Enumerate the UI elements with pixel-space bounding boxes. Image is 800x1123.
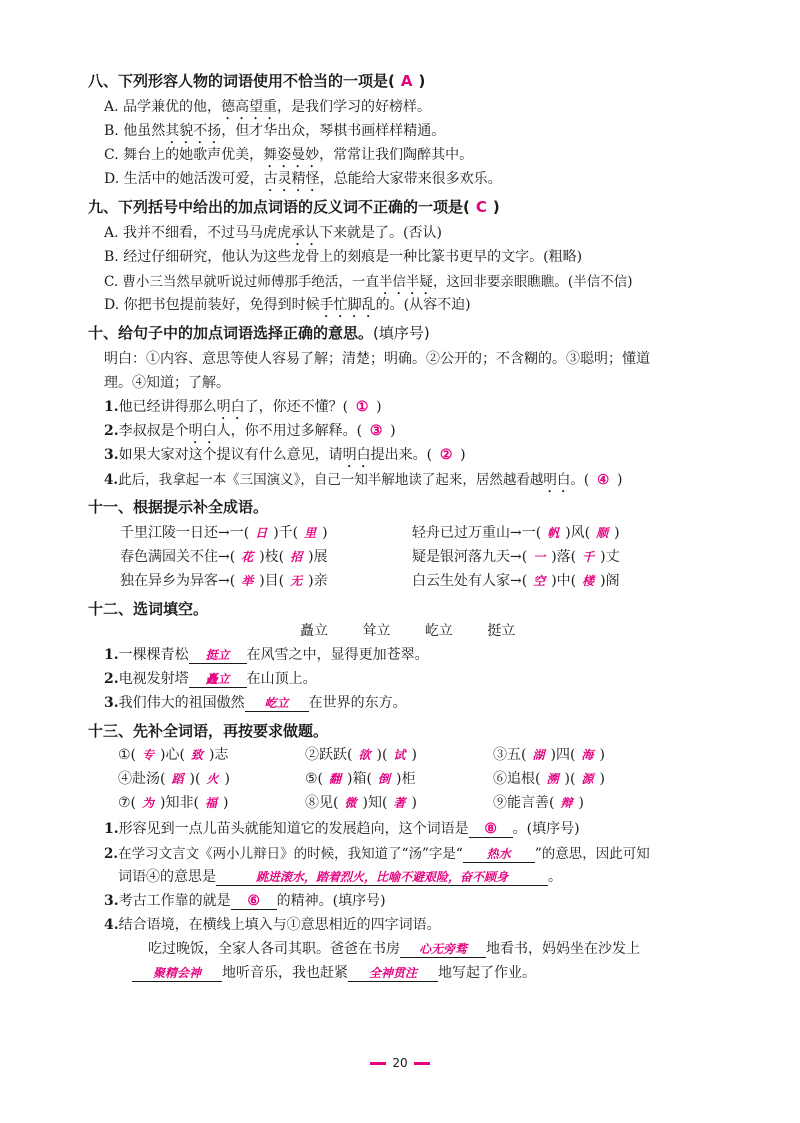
word-option: 屹立 [424, 623, 453, 639]
q13-word-item: ⑧见( 微 )知( 著 ) [305, 795, 417, 811]
question-11-title: 十一、根据提示补全成语。 [88, 498, 269, 516]
q9-option-c: C. 曹小三当然早就听说过师傅那手绝活，一直半信半疑，这回非要亲眼瞧瞧。(半信不信) [104, 274, 633, 290]
q11-idiom-3: 春色满园关不住→( 花 )枝( 招 )展 [120, 549, 328, 565]
q13-word-item: ②跃跃( 欲 )( 试 ) [305, 747, 417, 763]
emphasized-word: 其貌不扬 [165, 123, 222, 139]
q9-option-b: B. 经过仔细研究，他认为这些龙骨上的刻痕是一种比篆书更早的文字。(粗略) [104, 249, 583, 265]
q8-option-d: D. 生活中的她活泼可爱，古灵精怪，总能给大家带来很多欢乐。 [104, 171, 502, 187]
q11-idiom-6: 白云生处有人家→( 空 )中( 楼 )阁 [412, 573, 620, 589]
q13-word-item: ⑥追根( 溯 )( 源 ) [493, 771, 605, 787]
emphasized-word: 明白 [188, 423, 217, 439]
q11-idiom-2: 轻舟已过万重山→一( 帆 )风( 顺 ) [412, 525, 620, 541]
q12-sentence-1: 1.一棵棵青松 挺立 在风雪之中，显得更加苍翠。 [104, 647, 429, 663]
q11-idiom-4: 疑是银河落九天→( 一 )落( 千 )丈 [412, 549, 620, 565]
emphasized-word: 明白 [342, 447, 371, 463]
q12-word-bank [300, 620, 545, 640]
q8-option-a: A. 品学兼优的他，德高望重，是我们学习的好榜样。 [104, 99, 432, 115]
word-option: 挺立 [487, 623, 516, 639]
q10-sentence-2: 2.李叔叔是个明白人，你不用过多解释。( ③ ) [104, 423, 396, 439]
q13-word-item: ⑨能言善( 辩 ) [493, 795, 584, 811]
q8-option-b: B. 他虽然其貌不扬，但才华出众，琴棋书画样样精通。 [104, 123, 446, 139]
q13-word-item: ⑦( 为 )知非( 福 ) [118, 795, 229, 811]
q10-sentence-1: 1.他已经讲得那么明白了，你还不懂？( ① ) [104, 399, 382, 415]
emphasized-word: 德高望重 [221, 99, 278, 115]
q13-task-3: 3.考古工作靠的就是 ⑥ 的精神。(填序号) [104, 893, 386, 909]
q12-sentence-2: 2.电视发射塔 矗立 在山顶上。 [104, 671, 317, 687]
q10-definition-line1: 明白：①内容、意思等使人容易了解；清楚；明确。②公开的；不含糊的。③聪明；懂道 [104, 351, 650, 367]
q13-word-item: ⑤( 翻 )箱( 倒 )柜 [305, 771, 416, 787]
q11-idiom-5: 独在异乡为异客→( 举 )目( 无 )亲 [120, 573, 328, 589]
q9-option-a: A. 我并不细看，不过马马虎虎承认下来就是了。(否认) [104, 225, 442, 241]
emphasized-word: 舞姿曼妙 [263, 147, 320, 163]
q12-sentence-3: 3.我们伟大的祖国傲然 屹立 在世界的东方。 [104, 695, 407, 711]
q13-word-item: ③五( 湖 )四( 海 ) [493, 747, 605, 763]
emphasized-word: 半信半疑 [378, 274, 433, 290]
emphasized-word: 明白 [216, 399, 245, 415]
q13-task-4: 4.结合语境，在横线上填入与①意思相近的四字词语。 [104, 917, 441, 933]
question-13-title: 十三、先补全词语，再按要求做题。 [88, 722, 329, 740]
q13-task-2: 2.在学习文言文《两小儿辩日》的时候，我知道了“汤”字是“ 热水 ”的意思，因此可知 [104, 846, 650, 862]
q13-passage-line1: 吃过晚饭，全家人各司其职。爸爸在书房 心无旁骛 地看书，妈妈坐在沙发上 [148, 941, 640, 957]
q13-task-2-cont: 词语④的意思是 跳进滚水，踏着烈火，比喻不避艰险，奋不顾身 。 [118, 869, 562, 885]
page-number: 20 [0, 1056, 800, 1070]
word-option: 矗立 [300, 623, 328, 639]
question-10-title: 十、给句子中的加点词语选择正确的意思。(填序号) [88, 324, 430, 342]
q10-definition-line2: 理。④知道；了解。 [104, 375, 230, 391]
word-option: 耸立 [362, 623, 391, 639]
q13-passage-line2: 聚精会神 地听音乐，我也赶紧 全神贯注 地写起了作业。 [132, 962, 536, 982]
q10-sentence-4: 4.此后，我拿起一本《三国演义》，自己一知半解地读了起来，居然越看越明白。( ④ ) [104, 472, 623, 488]
emphasized-word: 明白 [543, 472, 571, 488]
q9-option-d: D. 你把书包提前装好，免得到时候手忙脚乱的。(从容不迫) [104, 297, 471, 313]
question-12-title: 十二、选词填空。 [88, 600, 209, 618]
q11-idiom-1: 千里江陵一日还→一( 日 )千( 里 ) [120, 525, 328, 541]
q10-sentence-3: 3.如果大家对这个提议有什么意见，请明白提出来。( ② ) [104, 447, 466, 463]
q13-task-1: 1.形容见到一点儿苗头就能知道它的发展趋向，这个词语是 ⑧ 。(填序号) [104, 821, 580, 837]
emphasized-word: 承认 [291, 225, 320, 241]
emphasized-word: 手忙脚乱 [319, 297, 376, 313]
question-8-title: 八、下列形容人物的词语使用不恰当的一项是( A ) [88, 72, 426, 90]
emphasized-word: 古灵精怪 [263, 171, 320, 187]
q13-word-item: ④赴汤( 蹈 )( 火 ) [118, 771, 230, 787]
q8-option-c: C. 舞台上的她歌声优美，舞姿曼妙，常常让我们陶醉其中。 [104, 147, 474, 163]
question-9-title: 九、下列括号中给出的加点词语的反义词不正确的一项是( C ) [88, 198, 500, 216]
q13-word-item: ①( 专 )心( 致 )志 [118, 747, 229, 763]
